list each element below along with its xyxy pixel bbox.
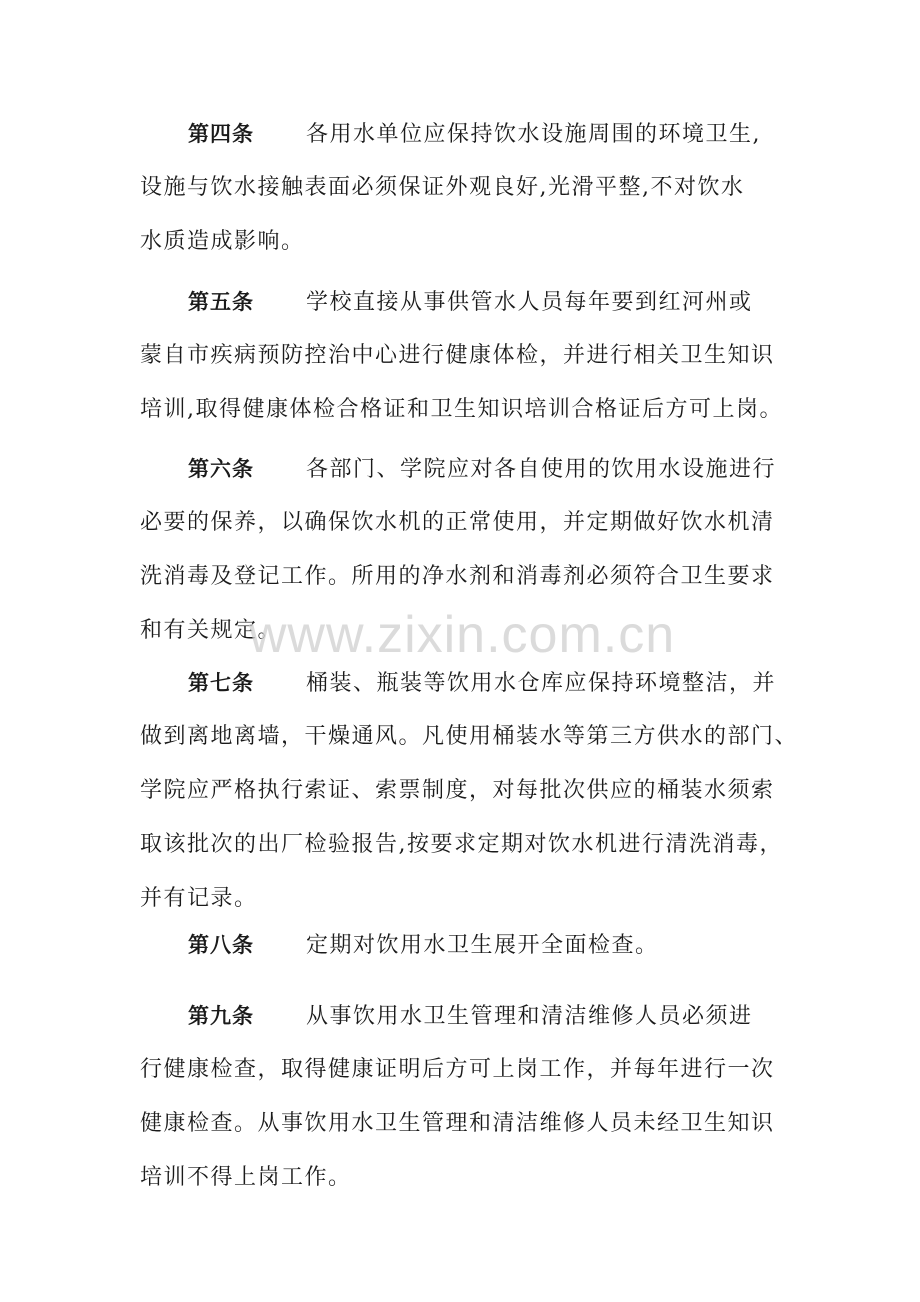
article-heading: 第八条 — [188, 933, 254, 957]
article-text: 取该批次的出厂检验报告,按要求定期对饮水机进行清洗消毒， — [140, 832, 783, 857]
article-heading: 第五条 — [188, 290, 254, 314]
article-text: 健康检查。从事饮用水卫生管理和清洁维修人员未经卫生知识 — [140, 1111, 775, 1136]
article-text: 设施与饮水接触表面必须保证外观良好,光滑平整,不对饮水 — [140, 175, 745, 200]
article-text: 水质造成影响。 — [140, 229, 305, 254]
article-4 — [140, 107, 800, 269]
article-text: 各部门、学院应对各自使用的饮用水设施进行 — [306, 457, 777, 482]
article-text: 和有关规定。 — [140, 618, 282, 643]
article-text: 学院应严格执行索证、索票制度，对每批次供应的桶装水须索 — [140, 778, 775, 803]
article-text: 学校直接从事供管水人员每年要到红河州或 — [306, 290, 753, 315]
article-heading: 第七条 — [188, 671, 254, 695]
article-text: 行健康检查，取得健康证明后方可上岗工作，并每年进行一次 — [140, 1057, 775, 1082]
article-first-line — [140, 107, 800, 161]
article-heading: 第九条 — [188, 1004, 254, 1028]
article-first-line — [140, 989, 800, 1043]
article-first-line — [140, 442, 800, 496]
article-text: 做到离地离墙，干燥通风。凡使用桶装水等第三方供水的部门、 — [140, 724, 799, 749]
article-7 — [140, 656, 800, 926]
article-text: 必要的保养，以确保饮水机的正常使用，并定期做好饮水机清 — [140, 510, 775, 535]
article-5 — [140, 275, 800, 437]
article-6 — [140, 442, 800, 658]
article-first-line — [140, 275, 800, 329]
article-text: 定期对饮用水卫生展开全面检查。 — [306, 933, 659, 958]
article-text: 并有记录。 — [140, 886, 258, 911]
article-text: 从事饮用水卫生管理和清洁维修人员必须进 — [306, 1004, 753, 1029]
article-text: 培训,取得健康体检合格证和卫生知识培训合格证后方可上岗。 — [140, 397, 783, 422]
article-first-line — [140, 918, 800, 972]
article-heading: 第六条 — [188, 457, 254, 481]
article-text: 培训不得上岗工作。 — [140, 1165, 352, 1190]
watermark: www.zixin.com.cn — [248, 606, 676, 664]
article-9 — [140, 989, 800, 1205]
article-text: 各用水单位应保持饮水设施周围的环境卫生, — [306, 122, 761, 147]
article-text: 桶装、瓶装等饮用水仓库应保持环境整洁，并 — [306, 671, 777, 696]
article-heading: 第四条 — [188, 122, 254, 146]
article-text: 蒙自市疾病预防控治中心进行健康体检，并进行相关卫生知识 — [140, 343, 775, 368]
article-text: 洗消毒及登记工作。所用的净水剂和消毒剂必须符合卫生要求 — [140, 564, 775, 589]
article-first-line — [140, 656, 800, 710]
article-8 — [140, 918, 800, 972]
